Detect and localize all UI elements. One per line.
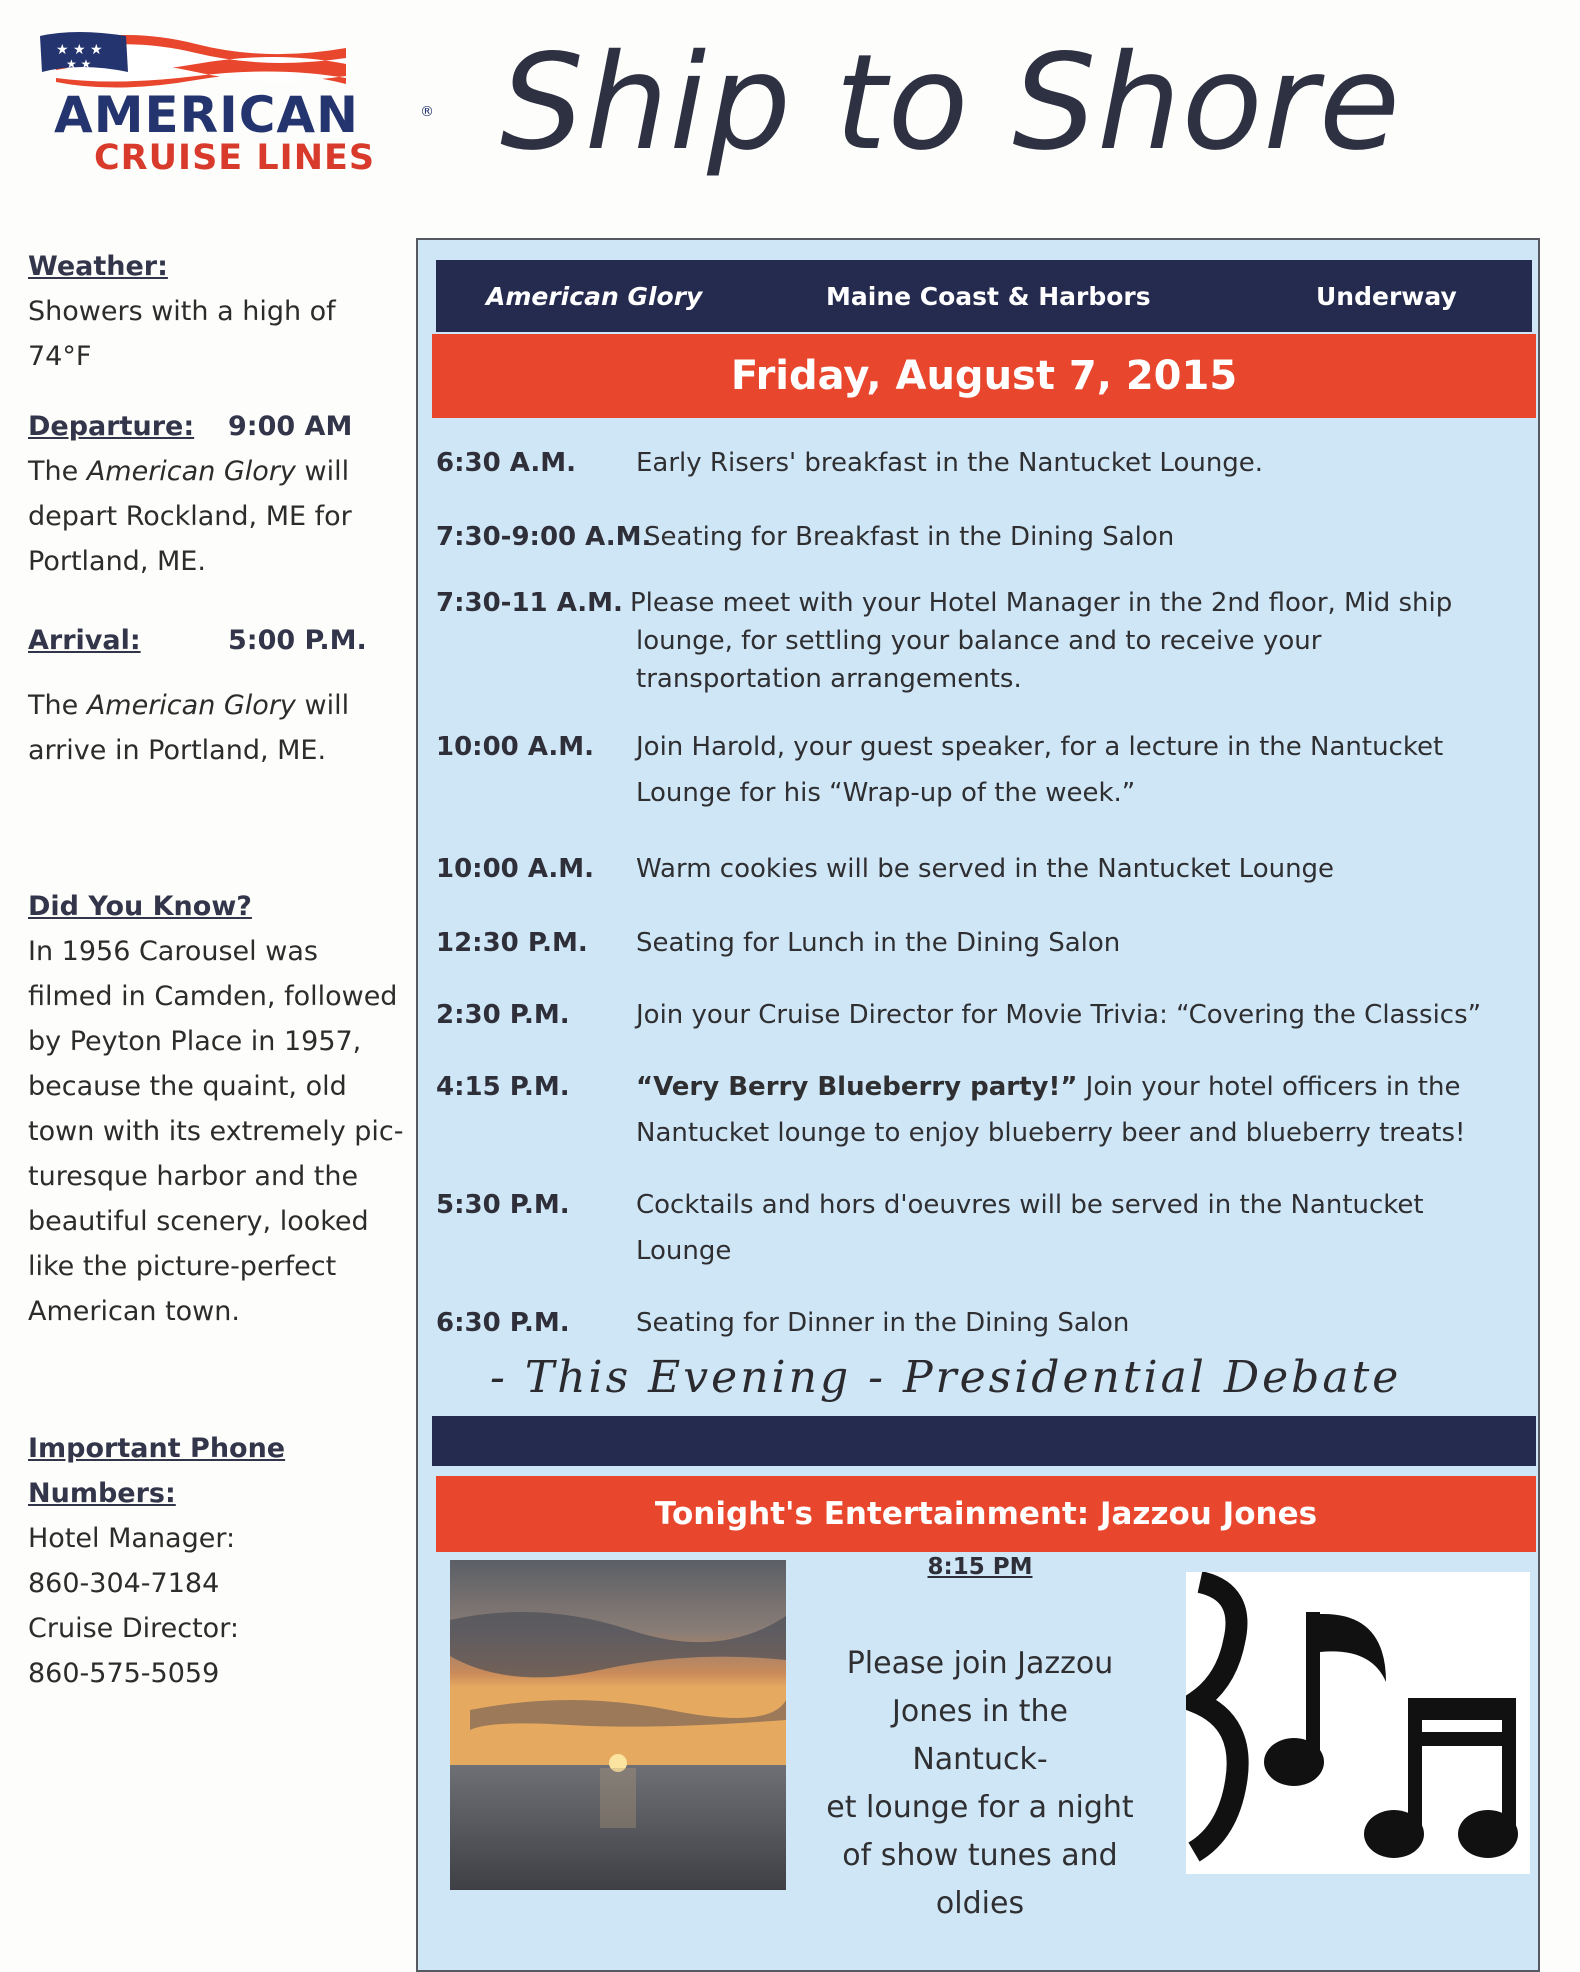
event-time: 5:30 P.M. [436,1190,570,1220]
event-description: Please meet with your Hotel Manager in the 2nd floor, Mid ship lounge, for settling your balance and to receive your transportation arrangements. [630,588,1453,694]
weather-text-line2: 74°F [28,341,92,372]
departure-line3: Portland, ME. [28,546,206,577]
event-time: 7:30-11 A.M. [436,588,623,618]
did-you-know-line: because the quaint, old [28,1071,347,1102]
divider-bar [432,1416,1536,1466]
phone-numbers-heading: Important Phone Numbers: [28,1433,286,1509]
did-you-know-line: In 1956 Carousel was [28,936,318,967]
event-description: Cocktails and hors d'oeuvres will be served in the Nantucket Lounge [636,1190,1424,1266]
did-you-know-line: beautiful scenery, looked [28,1206,369,1237]
departure-section [28,404,408,584]
cruise-director-number: 860-575-5059 [28,1658,220,1689]
departure-line1: The American Glory will [28,456,350,487]
departure-time: 9:00 AM [228,411,353,442]
arrival-line1: The American Glory will [28,690,350,721]
event-time: 10:00 A.M. [436,732,595,762]
event-description: Seating for Lunch in the Dining Salon [636,928,1121,958]
svg-text:★ ★ ★: ★ ★ ★ [56,42,103,58]
sunset-photo [450,1560,786,1890]
entertainment-description: Please join Jazzou Jones in the Nantuck- et lounge for a night of show tunes and oldies [826,1646,1134,1921]
did-you-know-line: town with its extremely pic- [28,1116,404,1147]
date-banner: Friday, August 7, 2015 [432,334,1536,418]
event-highlight: “Very Berry Blueberry party!” [636,1072,1078,1102]
event-time: 6:30 A.M. [436,448,576,478]
event-description: “Very Berry Blueberry party!” Join your hotel officers in the Nantucket lounge to enjoy blueberry beer and blueberry treats! [636,1072,1466,1148]
ship-name: American Glory [486,282,703,311]
did-you-know-section [28,884,408,1334]
did-you-know-line: by Peyton Place in 1957, [28,1026,362,1057]
event-description: Early Risers' breakfast in the Nantucket Lounge. [636,448,1264,478]
departure-line2: depart Rockland, ME for [28,501,352,532]
weather-heading: Weather: [28,251,168,282]
event-description: Join your Cruise Director for Movie Trivia: “Covering the Classics” [636,1000,1482,1030]
event-time: 6:30 P.M. [436,1308,570,1338]
arrival-section [28,618,408,773]
route-name: Maine Coast & Harbors [826,282,1151,311]
did-you-know-line: filmed in Camden, followed [28,981,398,1012]
arrival-line2: arrive in Portland, ME. [28,735,327,766]
svg-text:★ ★: ★ ★ [66,57,92,71]
event-description: Seating for Breakfast in the Dining Salon [644,522,1175,552]
did-you-know-line: like the picture-perfect [28,1251,337,1282]
voyage-status: Underway [1316,282,1457,311]
event-description: Seating for Dinner in the Dining Salon [636,1308,1130,1338]
event-time: 12:30 P.M. [436,928,588,958]
hotel-manager-number: 860-304-7184 [28,1568,220,1599]
event-time: 4:15 P.M. [436,1072,570,1102]
hotel-manager-label: Hotel Manager: [28,1523,236,1554]
arrival-heading: Arrival: [28,625,141,656]
did-you-know-line: turesque harbor and the [28,1161,359,1192]
american-cruise-lines-logo [36,26,436,176]
event-description: Warm cookies will be served in the Nantucket Lounge [636,854,1335,884]
did-you-know-line: American town. [28,1296,240,1327]
page-title: Ship to Shore [500,26,1402,180]
voyage-header-bar [436,260,1532,332]
weather-text-line1: Showers with a high of [28,296,336,327]
logo-line-american: AMERICAN [54,86,359,144]
music-notes-icon [1186,1572,1530,1874]
departure-heading: Departure: [28,411,195,442]
phone-numbers-section [28,1426,408,1696]
entertainment-banner: Tonight's Entertainment: Jazzou Jones [436,1476,1536,1552]
event-time: 7:30-9:00 A.M. [436,522,652,552]
did-you-know-heading: Did You Know? [28,891,252,922]
logo-registered-mark: ® [420,104,434,120]
event-description: Join Harold, your guest speaker, for a lecture in the Nantucket Lounge for his “Wrap-up of the week.” [636,732,1444,808]
entertainment-time: 8:15 PM [927,1554,1033,1580]
event-time: 10:00 A.M. [436,854,595,884]
logo-line-cruise-lines: CRUISE LINES [94,138,376,178]
cruise-director-label: Cruise Director: [28,1613,239,1644]
handwritten-note: - This Evening - Presidential Debate [490,1352,1402,1403]
event-time: 2:30 P.M. [436,1000,570,1030]
arrival-time: 5:00 P.M. [228,625,367,656]
weather-section [28,244,408,379]
